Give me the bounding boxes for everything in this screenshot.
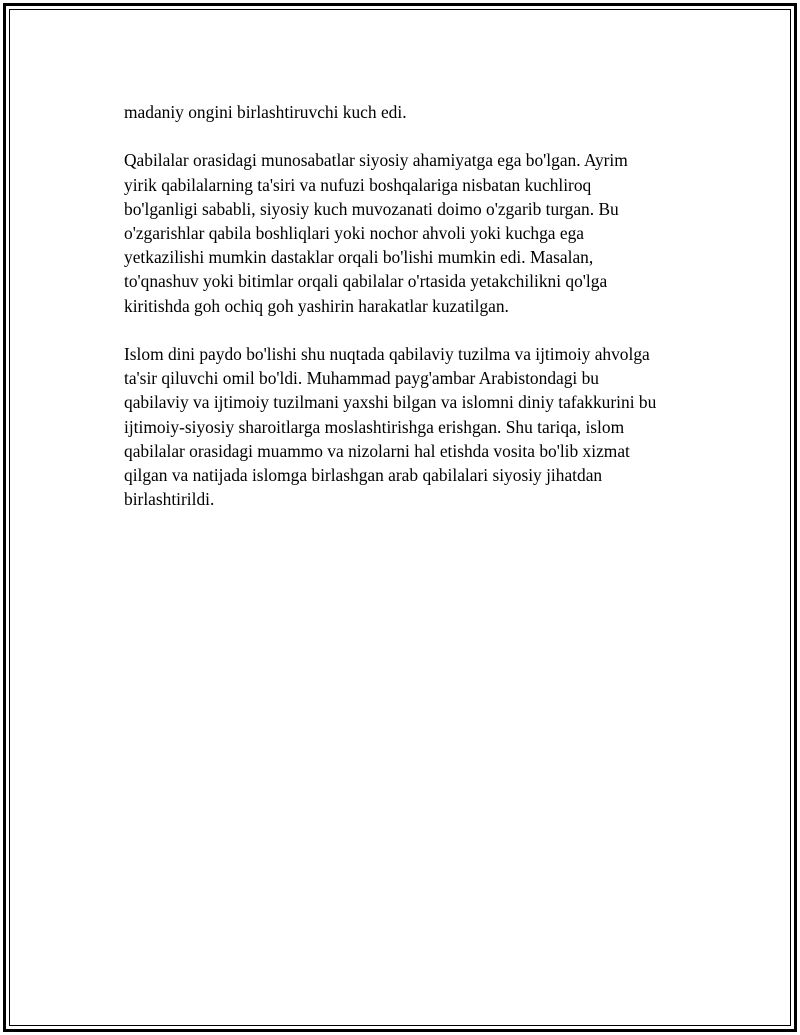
text-line: qabilalar orasidagi muammo va nizolarni hal etishda vosita bo'lib xizmat	[124, 440, 630, 461]
text-line: ijtimoiy-siyosiy sharoitlarga moslashtirishga erishgan. Shu tariqa, islom	[124, 416, 625, 437]
text-line: kiritishda goh ochiq goh yashirin harakatlar kuzatilgan.	[124, 295, 509, 316]
text-line: to'qnashuv yoki bitimlar orqali qabilalar o'rtasida yetakchilikni qo'lga	[124, 271, 608, 292]
page-frame	[3, 3, 797, 1032]
text-line: yirik qabilalarning ta'siri va nufuzi boshqalariga nisbatan kuchliroq	[124, 174, 592, 195]
text-line: bo'lganligi sababli, siyosiy kuch muvozanati doimo o'zgarib turgan. Bu	[124, 198, 619, 219]
text-line: o'zgarishlar qabila boshliqlari yoki nochor ahvoli yoki kuchga ega	[124, 223, 584, 243]
paragraph	[124, 148, 694, 317]
text-line: qilgan va natijada islomga birlashgan arab qabilalari siyosiy jihatdan	[124, 465, 603, 486]
text-line: madaniy ongini birlashtiruvchi kuch edi.	[124, 102, 407, 122]
paragraph	[124, 100, 694, 124]
text-line: birlashtirildi.	[124, 489, 215, 510]
text-line: Islom dini paydo bo'lishi shu nuqtada qabilaviy tuzilma va ijtimoiy ahvolga	[124, 344, 650, 364]
text-line: ta'sir qiluvchi omil bo'ldi. Muhammad payg'ambar Arabistondagi bu	[124, 368, 600, 389]
text-line: yetkazilishi mumkin dastaklar orqali bo'lishi mumkin edi. Masalan,	[124, 247, 594, 268]
document-body	[124, 100, 694, 536]
paragraph	[124, 342, 694, 511]
text-line: Qabilalar orasidagi munosabatlar siyosiy ahamiyatga ega bo'lgan. Ayrim	[124, 150, 628, 171]
text-line: qabilaviy va ijtimoiy tuzilmani yaxshi bilgan va islomni diniy tafakkurini bu	[124, 392, 657, 413]
